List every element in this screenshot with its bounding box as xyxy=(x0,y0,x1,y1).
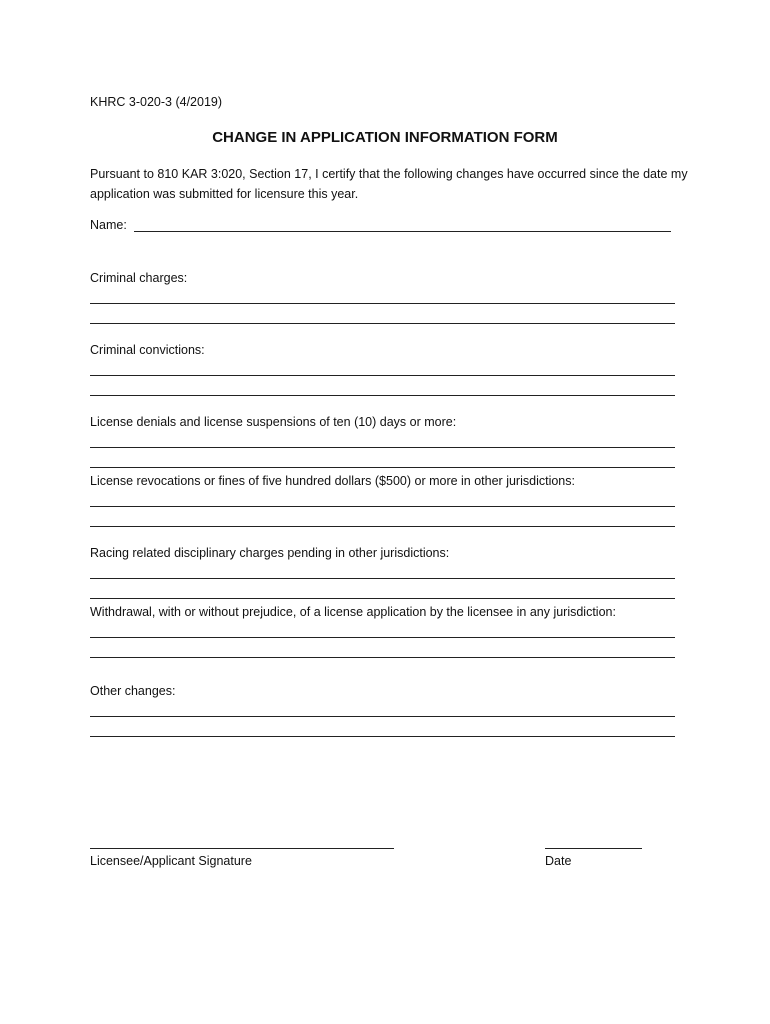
criminal-charges-label: Criminal charges: xyxy=(90,271,188,285)
name-label: Name: xyxy=(90,218,127,232)
criminal-convictions-line-2[interactable] xyxy=(90,395,675,396)
criminal-charges-line-1[interactable] xyxy=(90,303,675,304)
date-field[interactable] xyxy=(545,848,642,849)
racing-disciplinary-line-1[interactable] xyxy=(90,578,675,579)
withdrawal-label: Withdrawal, with or without prejudice, of a license application by the licensee in any jurisdiction: xyxy=(90,605,616,619)
license-denials-line-1[interactable] xyxy=(90,447,675,448)
license-denials-line-2[interactable] xyxy=(90,467,675,468)
license-revocations-line-2[interactable] xyxy=(90,526,675,527)
signature-field[interactable] xyxy=(90,848,394,849)
other-changes-line-1[interactable] xyxy=(90,716,675,717)
criminal-charges-line-2[interactable] xyxy=(90,323,675,324)
other-changes-line-2[interactable] xyxy=(90,736,675,737)
racing-disciplinary-line-2[interactable] xyxy=(90,598,675,599)
withdrawal-line-2[interactable] xyxy=(90,657,675,658)
license-revocations-label: License revocations or fines of five hundred dollars ($500) or more in other jurisdictions: xyxy=(90,474,575,488)
date-label: Date xyxy=(545,854,572,868)
withdrawal-line-1[interactable] xyxy=(90,637,675,638)
form-title: CHANGE IN APPLICATION INFORMATION FORM xyxy=(212,129,558,146)
criminal-convictions-line-1[interactable] xyxy=(90,375,675,376)
criminal-convictions-label: Criminal convictions: xyxy=(90,343,205,357)
racing-disciplinary-label: Racing related disciplinary charges pending in other jurisdictions: xyxy=(90,546,450,560)
name-field[interactable] xyxy=(134,231,671,232)
signature-label: Licensee/Applicant Signature xyxy=(90,854,252,868)
other-changes-label: Other changes: xyxy=(90,684,176,698)
license-revocations-line-1[interactable] xyxy=(90,506,675,507)
form-code: KHRC 3-020-3 (4/2019) xyxy=(90,95,223,109)
intro-paragraph: Pursuant to 810 KAR 3:020, Section 17, I certify that the following changes have occurred since the date my application was submitted for licensure this year. xyxy=(90,167,688,201)
license-denials-label: License denials and license suspensions of ten (10) days or more: xyxy=(90,415,457,429)
